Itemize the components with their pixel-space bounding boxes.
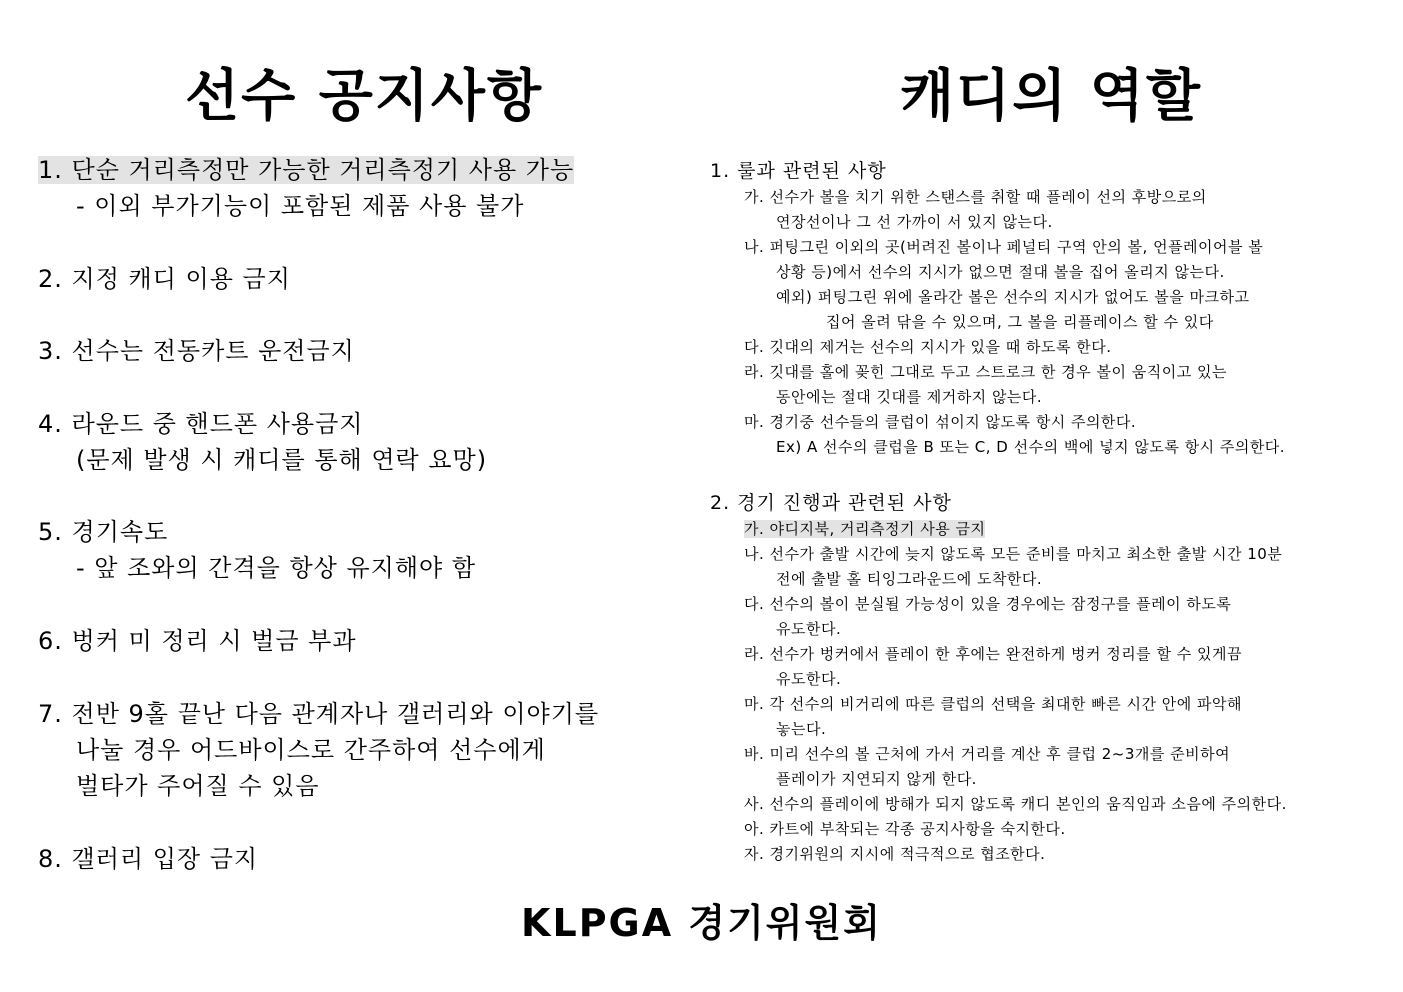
notice-item-5-text: 5. 경기속도 — [38, 518, 169, 546]
notice-item-4 — [38, 406, 487, 478]
caddie-rule-line: 나. 퍼팅그린 이외의 곳(버려진 볼이나 페널티 구역 안의 볼, 언플레이어블 볼 — [744, 238, 1264, 256]
right-page-title: 캐디의 역할 — [900, 64, 1202, 129]
notice-item-3-text: 3. 선수는 전동카트 운전금지 — [38, 337, 355, 365]
caddie-progress-line: 플레이가 지연되지 않게 한다. — [776, 770, 977, 788]
notice-item-1 — [38, 152, 574, 224]
caddie-progress-line-highlight: 가. 야디지북, 거리측정기 사용 금지 — [744, 520, 986, 538]
footer-organization: KLPGA 경기위원회 — [521, 901, 882, 945]
caddie-progress-line: 나. 선수가 출발 시간에 늦지 않도록 모든 준비를 마치고 최소한 출발 시간 10분 — [744, 545, 1283, 563]
caddie-progress-line: 유도한다. — [776, 670, 842, 688]
notice-item-4-text: 4. 라운드 중 핸드폰 사용금지 — [38, 410, 364, 438]
notice-item-4-sub: (문제 발생 시 캐디를 통해 연락 요망) — [76, 446, 488, 474]
caddie-rule-line: 집어 올려 닦을 수 있으며, 그 볼을 리플레이스 할 수 있다 — [826, 313, 1214, 331]
caddie-rule-line: 동안에는 절대 깃대를 제거하지 않는다. — [776, 388, 1043, 406]
caddie-progress-line: 전에 출발 홀 티잉그라운드에 도착한다. — [776, 570, 1043, 588]
notice-item-1-text: 1. 단순 거리측정만 가능한 거리측정기 사용 가능 — [38, 156, 575, 184]
notice-item-5 — [38, 514, 476, 586]
caddie-progress-line: 사. 선수의 플레이에 방해가 되지 않도록 캐디 본인의 움직임과 소음에 주의한다. — [744, 795, 1287, 813]
notice-item-7 — [38, 696, 599, 804]
notice-item-2 — [38, 261, 291, 297]
notice-item-7-sub-2: 벌타가 주어질 수 있음 — [76, 772, 320, 800]
caddie-progress-section — [710, 489, 1287, 867]
notice-item-2-text: 2. 지정 캐디 이용 금지 — [38, 265, 291, 293]
caddie-progress-line: 마. 각 선수의 비거리에 따른 클럽의 선택을 최대한 빠른 시간 안에 파악해 — [744, 695, 1242, 713]
notice-item-1-sub: - 이외 부가기능이 포함된 제품 사용 불가 — [76, 192, 525, 220]
caddie-progress-line: 바. 미리 선수의 볼 근처에 가서 거리를 계산 후 클럽 2~3개를 준비하여 — [744, 745, 1231, 763]
caddie-progress-line: 놓는다. — [776, 720, 827, 738]
caddie-rule-line: 라. 깃대를 홀에 꽂힌 그대로 두고 스트로크 한 경우 볼이 움직이고 있는 — [744, 363, 1227, 381]
caddie-progress-heading: 2. 경기 진행과 관련된 사항 — [710, 492, 952, 514]
caddie-progress-line: 자. 경기위원의 지시에 적극적으로 협조한다. — [744, 845, 1046, 863]
caddie-rule-line: 마. 경기중 선수들의 클럽이 섞이지 않도록 항시 주의한다. — [744, 413, 1137, 431]
caddie-rule-line: 예외) 퍼팅그린 위에 올라간 볼은 선수의 지시가 없어도 볼을 마크하고 — [776, 288, 1250, 306]
caddie-progress-line: 라. 선수가 벙커에서 플레이 한 후에는 완전하게 벙커 정리를 할 수 있게끔 — [744, 645, 1242, 663]
left-page-title: 선수 공지사항 — [185, 64, 544, 129]
notice-item-7-text: 7. 전반 9홀 끝난 다음 관계자나 갤러리와 이야기를 — [38, 700, 600, 728]
caddie-progress-line: 유도한다. — [776, 620, 842, 638]
notice-item-8 — [38, 841, 258, 877]
caddie-rules-section — [710, 157, 1285, 460]
caddie-rule-line: 가. 선수가 볼을 치기 위한 스탠스를 취할 때 플레이 선의 후방으로의 — [744, 188, 1207, 206]
caddie-rule-line: 상황 등)에서 선수의 지시가 없으면 절대 볼을 집어 올리지 않는다. — [776, 263, 1225, 281]
notice-item-8-text: 8. 갤러리 입장 금지 — [38, 845, 259, 873]
caddie-progress-line: 아. 카트에 부착되는 각종 공지사항을 숙지한다. — [744, 820, 1066, 838]
caddie-progress-line — [710, 517, 1287, 542]
notice-item-6 — [38, 623, 357, 659]
caddie-rule-line: 다. 깃대의 제거는 선수의 지시가 있을 때 하도록 한다. — [744, 338, 1112, 356]
notice-item-3 — [38, 333, 355, 369]
notice-item-5-sub: - 앞 조와의 간격을 항상 유지해야 함 — [76, 554, 477, 582]
caddie-rules-heading: 1. 룰과 관련된 사항 — [710, 160, 887, 182]
notice-item-6-text: 6. 벙커 미 정리 시 벌금 부과 — [38, 627, 357, 655]
caddie-rule-line: Ex) A 선수의 클럽을 B 또는 C, D 선수의 백에 넣지 않도록 항시 주의한다. — [776, 438, 1286, 456]
caddie-progress-line: 다. 선수의 볼이 분실될 가능성이 있을 경우에는 잠정구를 플레이 하도록 — [744, 595, 1232, 613]
caddie-rule-line: 연장선이나 그 선 가까이 서 있지 않는다. — [776, 213, 1053, 231]
notice-item-7-sub-1: 나눌 경우 어드바이스로 간주하여 선수에게 — [76, 736, 546, 764]
